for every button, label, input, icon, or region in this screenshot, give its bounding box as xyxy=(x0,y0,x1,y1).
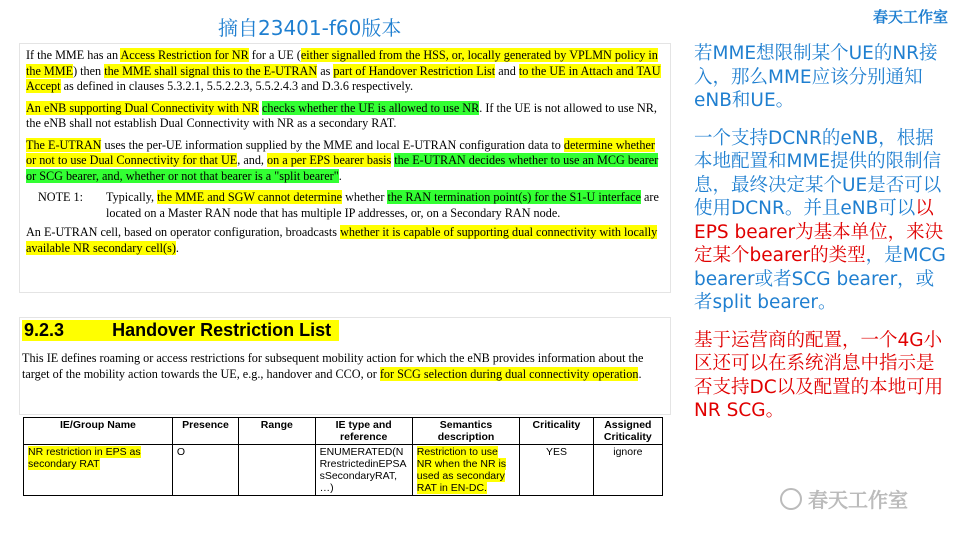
watermark xyxy=(780,484,908,513)
highlighted-text: part of Handover Restriction List xyxy=(333,63,496,78)
wechat-icon xyxy=(780,488,802,510)
section-number: 9.2.3 xyxy=(24,320,65,340)
spec-paragraph-1 xyxy=(26,48,664,95)
commentary-paragraph-2 xyxy=(694,127,952,315)
highlighted-text: Access Restriction for NR xyxy=(120,48,249,62)
watermark-text: 春天工作室 xyxy=(808,488,908,512)
section-description xyxy=(22,351,662,382)
text-run: for a UE ( xyxy=(248,48,301,62)
highlighted-text: An eNB supporting Dual Connectivity with NR xyxy=(26,100,259,115)
text-run: as defined in clauses 5.3.2.1, 5.5.2.2.3, 5.5.2.4.3 and D.3.6 respectively. xyxy=(60,79,414,93)
table-header: Assigned Criticality xyxy=(593,418,662,445)
table-row xyxy=(24,445,663,496)
spec-note xyxy=(26,190,664,221)
spec-paragraph-2 xyxy=(26,101,664,132)
spec-paragraph-4 xyxy=(26,225,664,256)
text-run: This IE defines roaming or access restrictions for subsequent mobility action for which the eNB provides information about the target of the mobility action towards the UE, e.g., handover and CCO, or xyxy=(22,351,644,381)
highlighted-text: The E-UTRAN xyxy=(26,137,102,152)
highlighted-text: either signalled from the HSS, or, locally generated by VPLMN policy in the MME xyxy=(26,48,658,78)
table-header: Semantics description xyxy=(412,418,520,445)
spec-snippet-36423 xyxy=(20,318,670,414)
text-run: and xyxy=(495,63,519,78)
highlighted-text: determine whether or not to use Dual Connectivity for that UE xyxy=(26,137,655,167)
table-cell-type: ENUMERATED(NRrestrictedinEPSAsSecondaryRAT, …) xyxy=(315,445,412,496)
note-text xyxy=(106,190,664,221)
table-cell-name xyxy=(24,445,173,496)
table-cell-range xyxy=(239,445,316,496)
table-cell-semantics xyxy=(412,445,520,496)
highlighted-text: for SCG selection during dual connectivity operation xyxy=(379,366,639,381)
highlighted-text: whether it is capable of supporting dual connectivity with locally available NR secondary cell(s) xyxy=(26,225,658,255)
semantics-text: Restriction to use NR when the NR is used as secondary RAT in EN-DC. xyxy=(416,446,507,494)
highlighted-text: to the UE in Attach and TAU Accept xyxy=(26,63,661,93)
text-run: ) then xyxy=(73,63,105,78)
table-header: Range xyxy=(239,418,316,445)
commentary-panel xyxy=(694,42,952,498)
text-run: Typically, xyxy=(106,190,158,204)
text-run: as xyxy=(317,63,334,78)
highlighted-text: the MME shall signal this to the E-UTRAN xyxy=(104,63,318,78)
brand-label: 春天工作室 xyxy=(872,8,948,26)
section-heading xyxy=(20,320,670,341)
text-run: are located on a Master RAN node that has multiple IP addresses, or, on a Secondary RAN node. xyxy=(106,190,659,220)
highlighted-text: checks whether the UE is allowed to use NR xyxy=(261,100,480,115)
table-cell-criticality: YES xyxy=(520,445,593,496)
commentary-red-text: 以EPS bearer为基本单位，来决定某个bearer的类型 xyxy=(694,198,944,266)
table-cell-presence: O xyxy=(172,445,238,496)
text-run: uses the per-UE information supplied by the MME and local E-UTRAN configuration data to xyxy=(101,137,564,152)
commentary-paragraph-3: 基于运营商的配置，一个4G小区还可以在系统消息中指示是否支持DC以及配置的本地可用NR SCG。 xyxy=(694,329,944,421)
text-run: . xyxy=(175,240,179,255)
ie-name: NR restriction in EPS as secondary RAT xyxy=(28,446,141,470)
ie-table xyxy=(23,417,663,496)
table-cell-assigned: ignore xyxy=(593,445,662,496)
table-header: IE/Group Name xyxy=(24,418,173,445)
highlighted-text: the MME and SGW cannot determine xyxy=(157,190,343,204)
commentary-text: ，是MCG bearer或者SCG bearer，或者split bearer。 xyxy=(694,245,946,313)
table-header: Criticality xyxy=(520,418,593,445)
section-title: Handover Restriction List xyxy=(112,320,332,340)
text-run: , and, xyxy=(237,153,268,167)
ie-table-container xyxy=(20,417,670,512)
spec-snippet-23401 xyxy=(20,44,670,292)
note-label: NOTE 1: xyxy=(38,190,84,204)
table-header: IE type and reference xyxy=(315,418,412,445)
highlighted-text: the RAN termination point(s) for the S1-U interface xyxy=(387,190,641,204)
text-run: If the MME has an xyxy=(26,48,121,62)
text-run: . xyxy=(638,366,642,381)
table-header: Presence xyxy=(172,418,238,445)
commentary-text: 一个支持DCNR的eNB，根据本地配置和MME提供的限制信息，最终决定某个UE是否可以使用DCNR。并且eNB可以 xyxy=(694,127,942,219)
spec-paragraph-3 xyxy=(26,138,664,185)
highlighted-text: on a per EPS bearer basis xyxy=(267,153,392,167)
text-run: . If the UE is not allowed to use NR, the eNB shall not establish Dual Connectivity with NR as a secondary RAT. xyxy=(26,100,657,130)
text-run: . xyxy=(338,168,342,183)
table-header-row xyxy=(24,418,663,445)
highlighted-text: the E-UTRAN decides whether to use an MCG bearer or SCG bearer, and, whether or not that bearer is a "split bearer" xyxy=(26,153,659,183)
text-run: whether xyxy=(342,190,388,204)
text-run: An E-UTRAN cell, based on operator configuration, broadcasts xyxy=(26,225,341,239)
commentary-paragraph-1: 若MME想限制某个UE的NR接入，那么MME应该分别通知eNB和UE。 xyxy=(694,43,938,111)
section-heading-highlight xyxy=(22,320,339,341)
caption-23401: 摘自23401-f60版本 xyxy=(218,16,402,40)
